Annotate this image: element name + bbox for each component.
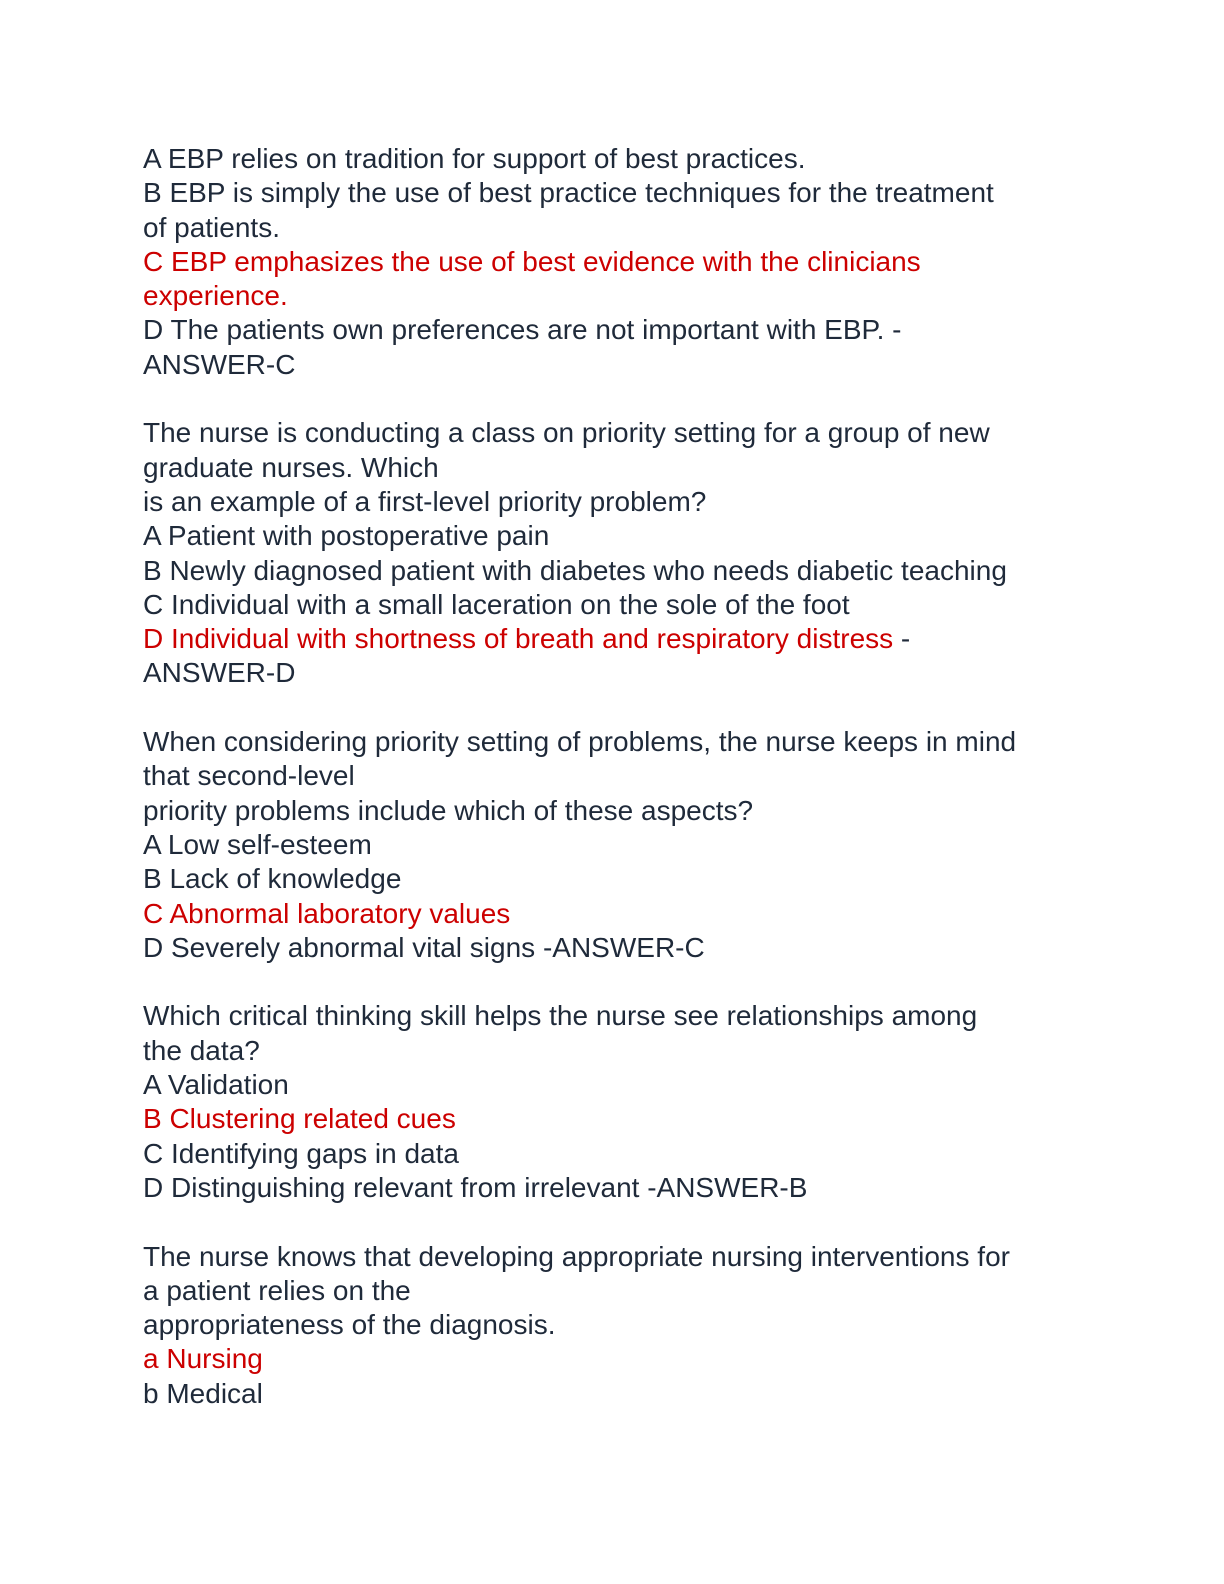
question-text: The nurse knows that developing appropriate nursing interventions for (143, 1240, 1010, 1272)
block-spacer (143, 382, 1103, 416)
document-page (143, 142, 1103, 1411)
question-text: When considering priority setting of problems, the nurse keeps in mind (143, 726, 1017, 758)
question-text-continued: that second-level (143, 760, 355, 792)
question-block-3 (143, 725, 1103, 965)
option-b: B EBP is simply the use of best practice techniques for the treatment (143, 177, 994, 209)
question-block-2 (143, 416, 1103, 690)
question-text-continued: a patient relies on the (143, 1274, 411, 1306)
question-block-1 (143, 142, 1103, 382)
option-d: D The patients own preferences are not important with EBP. - (143, 314, 902, 346)
question-text: Which critical thinking skill helps the nurse see relationships among (143, 1000, 978, 1032)
option-a-correct: a Nursing (143, 1343, 263, 1375)
option-d-answer: D Distinguishing relevant from irrelevant -ANSWER-B (143, 1171, 808, 1203)
option-a: A Validation (143, 1069, 289, 1101)
option-c-correct-continued: experience. (143, 280, 288, 312)
option-b-correct: B Clustering related cues (143, 1103, 456, 1135)
option-d-tail: - (893, 623, 911, 655)
question-text-continued: priority problems include which of these aspects? (143, 794, 754, 826)
question-text: The nurse is conducting a class on priority setting for a group of new (143, 417, 990, 449)
question-text-continued: appropriateness of the diagnosis. (143, 1309, 556, 1341)
option-c-correct: C Abnormal laboratory values (143, 897, 511, 929)
option-d-correct: D Individual with shortness of breath and respiratory distress (143, 623, 894, 655)
answer-label: ANSWER-C (143, 348, 296, 380)
option-c: C Individual with a small laceration on the sole of the foot (143, 588, 850, 620)
question-block-5 (143, 1240, 1103, 1411)
block-spacer (143, 691, 1103, 725)
option-d-line (143, 622, 1103, 656)
question-text-continued: the data? (143, 1034, 260, 1066)
option-b: b Medical (143, 1377, 263, 1409)
block-spacer (143, 965, 1103, 999)
option-b: B Newly diagnosed patient with diabetes who needs diabetic teaching (143, 554, 1007, 586)
question-block-4 (143, 999, 1103, 1205)
option-b-continued: of patients. (143, 211, 280, 243)
option-a: A Patient with postoperative pain (143, 520, 550, 552)
option-c-correct: C EBP emphasizes the use of best evidence with the clinicians (143, 245, 921, 277)
option-b: B Lack of knowledge (143, 863, 402, 895)
question-text-continued: is an example of a first-level priority problem? (143, 485, 707, 517)
option-d-answer: D Severely abnormal vital signs -ANSWER-C (143, 931, 705, 963)
block-spacer (143, 1205, 1103, 1239)
option-a: A Low self-esteem (143, 828, 372, 860)
answer-label: ANSWER-D (143, 657, 296, 689)
option-c: C Identifying gaps in data (143, 1137, 459, 1169)
question-text-continued: graduate nurses. Which (143, 451, 439, 483)
option-a: A EBP relies on tradition for support of best practices. (143, 143, 806, 174)
